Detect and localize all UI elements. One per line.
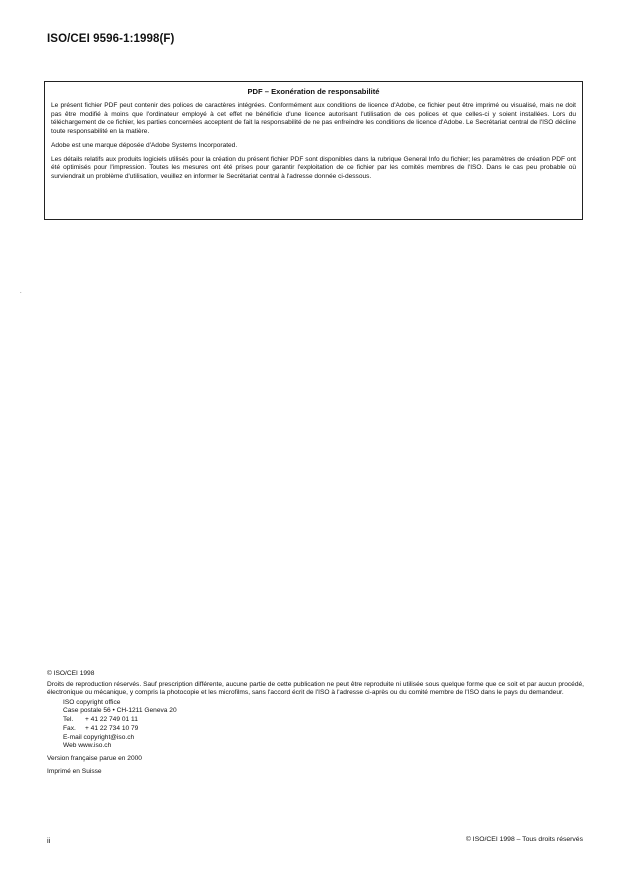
document-header: ISO/CEI 9596-1:1998(F) (47, 33, 175, 45)
page-number: ii (47, 836, 51, 845)
copyright-block (47, 670, 584, 776)
web-contact: Web www.iso.ch (63, 742, 112, 750)
telephone-label: Tel. (63, 716, 74, 724)
printed-note: Imprimé en Suisse (47, 767, 102, 775)
disclaimer-paragraph-software: Les détails relatifs aux produits logiciels utilisés pour la création du présent fichier PDF sont disponibles dans la rubrique General Info du fichier; les paramètres de création PDF ont été optimisés pour l'impression. Toutes les mesures ont été prises pour garantir l'exploitation de ce fichier par les comités membres de l'ISO. Dans le cas peu probable où surviendrait un problème d'utilisation, veuillez en informer le Secrétariat central à l'adresse donnée ci-dessous. (51, 155, 576, 180)
fax-label: Fax. (63, 724, 76, 732)
telephone-number: + 41 22 749 01 11 (85, 716, 138, 724)
version-note: Version française parue en 2000 (47, 755, 142, 762)
copyright-line: © ISO/CEI 1998 (47, 670, 95, 677)
fax-number: + 41 22 734 10 79 (85, 724, 139, 732)
disclaimer-paragraph-adobe: Adobe est une marque déposée d'Adobe Systems Incorporated. (51, 141, 238, 149)
fax-row (63, 725, 584, 734)
stray-mark: . (20, 289, 22, 295)
disclaimer-title: PDF – Exonération de responsabilité (247, 87, 380, 96)
office-name: ISO copyright office (63, 698, 121, 706)
pdf-disclaimer-box (44, 81, 583, 220)
telephone-row (63, 716, 584, 725)
rights-statement: Droits de reproduction réservés. Sauf prescription différente, aucune partie de cette publication ne peut être reproduite ni utilisée sous quelque forme que ce soit et par aucun procédé, électronique ou mécanique, y compris la photocopie et les microfilms, sans l'accord écrit de l'ISO à l'adresse ci-après ou du comité membre de l'ISO dans le pays du demandeur. (47, 680, 584, 697)
footer-copyright: © ISO/CEI 1998 – Tous droits réservés (465, 836, 583, 843)
disclaimer-paragraph-fonts: Le présent fichier PDF peut contenir des polices de caractères intégrées. Conformément aux conditions de licence d'Adobe, ce fichier peut être imprimé ou visualisé, mais ne doit pas être modifié à moins que l'ordinateur employé à cet effet ne bénéficie d'une licence autorisant l'utilisation de ces polices et que celles-ci y soient installées. Lors du téléchargement de ce fichier, les parties concernées acceptent de fait la responsabilité de ne pas enfreindre les conditions de licence d'Adobe. Le Secrétariat central de l'ISO décline toute responsabilité en la matière. (51, 102, 576, 136)
postal-address: Case postale 56 • CH-1211 Geneva 20 (63, 707, 177, 715)
email-contact: E-mail copyright@iso.ch (63, 733, 135, 741)
copyright-office-address (63, 699, 584, 751)
